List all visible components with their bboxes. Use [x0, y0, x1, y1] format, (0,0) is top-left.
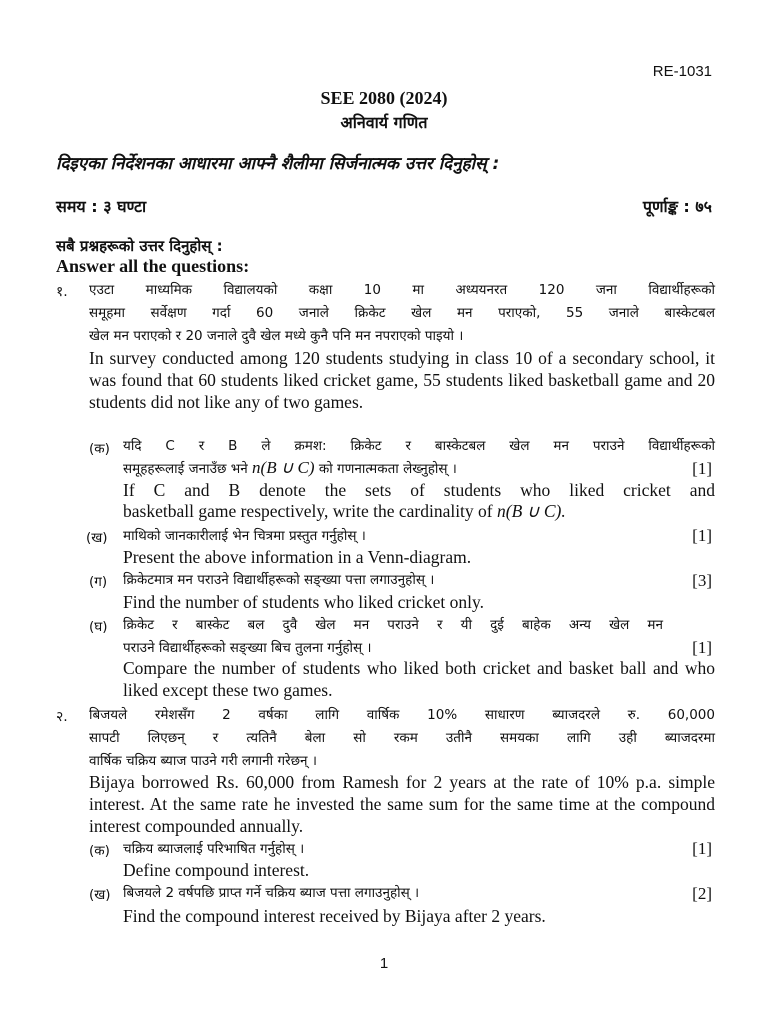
q2b-label: (ख): [89, 887, 111, 903]
q1b-nepali: माथिको जानकारीलाई भेन चित्रमा प्रस्तुत गर्नुहोस् ।: [123, 528, 366, 544]
q2a-label: (क): [89, 843, 110, 859]
time-label: समय : ३ घण्टा: [56, 197, 147, 216]
question-1-english: In survey conducted among 120 students studying in class 10 of a secondary school, it was found that 60 students liked cricket game, 55 students liked basketball game and 20 students did not like any of two games.: [89, 348, 715, 412]
q1b-english: Present the above information in a Venn-diagram.: [123, 547, 472, 567]
q1d-english: Compare the number of students who liked both cricket and basket ball and who liked except these two games.: [123, 658, 715, 700]
instruction-text: दिइएका निर्देशनका आधारमा आफ्नै शैलीमा सिर्जनात्मक उत्तर दिनुहोस् :: [56, 154, 500, 174]
q2b-nepali: बिजयले 2 वर्षपछि प्राप्त गर्ने चक्रिय ब्याज पत्ता लगाउनुहोस् ।: [123, 885, 420, 901]
question-1-nepali-line-3: खेल मन पराएको र 20 जनाले दुवै खेल मध्ये कुनै पनि मन नपराएको पाइयो ।: [89, 328, 464, 344]
q1b-label: (ख): [86, 530, 108, 546]
question-2-nepali-line-2: सापटी लिएछन् र त्यतिनै बेला सो रकम उतीनै समयका लागि उही ब्याजदरमा: [89, 730, 715, 746]
subject-title: अनिवार्य गणित: [340, 113, 428, 132]
q1c-label: (ग): [89, 574, 108, 590]
q1a-english-text: basketball game respectively, write the cardinality of: [123, 501, 493, 521]
q1a-math-expression: n(B ∪ C): [252, 458, 315, 477]
exam-title: SEE 2080 (2024): [320, 88, 448, 108]
q1a-marks: [1]: [692, 459, 712, 478]
question-2-english: Bijaya borrowed Rs. 60,000 from Ramesh for 2 years at the rate of 10% p.a. simple interest. At the same rate he invested the same sum for the same time at the compound interest compounded annually.: [89, 772, 715, 836]
question-2-number: २.: [56, 709, 68, 725]
q1a-english-line-1: If C and B denote the sets of students who liked cricket and: [123, 480, 715, 500]
question-1-number: १.: [56, 284, 68, 300]
q1d-marks: [1]: [692, 638, 712, 657]
question-1-nepali-line-1: एउटा माध्यमिक विद्यालयको कक्षा 10 मा अध्ययनरत 120 जना विद्यार्थीहरूको: [89, 282, 715, 298]
q1c-english: Find the number of students who liked cricket only.: [123, 592, 484, 612]
q1a-nepali-line-1: यदि C र B ले क्रमश: क्रिकेट र बास्केटबल खेल मन पराउने विद्यार्थीहरूको: [123, 438, 715, 454]
page-number: 1: [379, 955, 389, 972]
answer-all-english: Answer all the questions:: [56, 256, 250, 276]
q1b-marks: [1]: [692, 526, 712, 545]
question-1-nepali-line-2: समूहमा सर्वेक्षण गर्दा 60 जनाले क्रिकेट खेल मन पराएको, 55 जनाले बास्केटबल: [89, 305, 715, 321]
q1a-nepali-text: समूहहरूलाई जनाउँछ भने: [123, 461, 248, 477]
q1d-nepali-line-2: पराउने विद्यार्थीहरूको सङ्ख्या बिच तुलना गर्नुहोस् ।: [123, 640, 372, 656]
answer-all-nepali: सबै प्रश्नहरूको उत्तर दिनुहोस् :: [56, 237, 223, 255]
q1a-nepali-line-2: [123, 458, 457, 478]
full-marks-label: पूर्णाङ्क : ७५: [642, 197, 712, 216]
q1c-marks: [3]: [692, 571, 712, 590]
time-marks-row: [56, 195, 712, 217]
q1d-nepali-line-1: क्रिकेट र बास्केट बल दुवै खेल मन पराउने र यी दुई बाहेक अन्य खेल मन: [123, 617, 663, 633]
q2a-english: Define compound interest.: [123, 860, 310, 880]
paper-code: RE-1031: [652, 63, 712, 80]
q1c-nepali: क्रिकेटमात्र मन पराउने विद्यार्थीहरूको सङ्ख्या पत्ता लगाउनुहोस् ।: [123, 572, 435, 588]
question-2-nepali-line-1: बिजयले रमेशसँग 2 वर्षका लागि वार्षिक 10% साधारण ब्याजदरले रु. 60,000: [89, 707, 715, 723]
q1d-label: (घ): [89, 619, 108, 635]
q1a-nepali-text-end: को गणनात्मकता लेख्नुहोस् ।: [318, 461, 457, 477]
q2a-nepali: चक्रिय ब्याजलाई परिभाषित गर्नुहोस् ।: [123, 841, 305, 857]
q1a-label: (क): [89, 441, 110, 457]
q2b-english: Find the compound interest received by Bijaya after 2 years.: [123, 906, 546, 926]
q2a-marks: [1]: [692, 839, 712, 858]
q2b-marks: [2]: [692, 884, 712, 903]
q1a-english-math: n(B ∪ C).: [497, 501, 566, 521]
q1a-english-line-2: [123, 501, 566, 522]
question-2-nepali-line-3: वार्षिक चक्रिय ब्याज पाउने गरी लगानी गरेछन् ।: [89, 753, 317, 769]
